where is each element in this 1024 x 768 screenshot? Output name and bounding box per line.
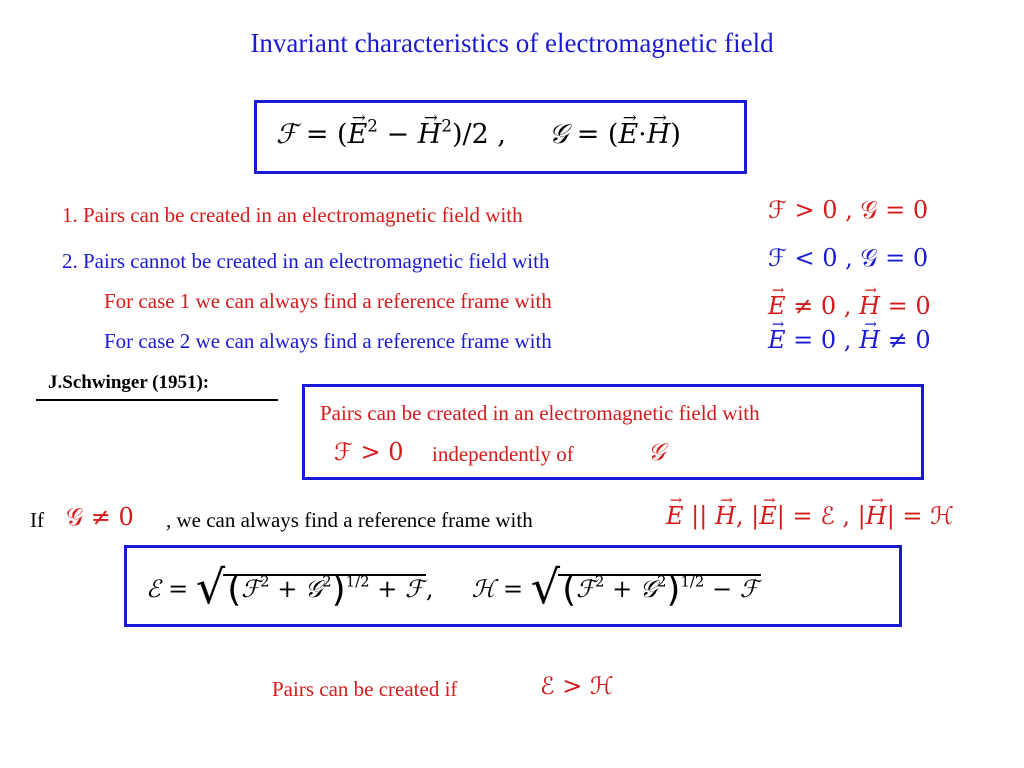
case-2-text: For case 2 we can always find a reference frame with [104, 329, 552, 353]
minus: − [712, 575, 733, 603]
rest2: | = ℰ , | [776, 502, 866, 530]
half-exp-2: 1/2 [680, 572, 705, 591]
eq-2: = [503, 575, 524, 603]
op2: = 0 [887, 292, 931, 320]
eq-open-2: = ( [576, 119, 619, 150]
schwinger-mid: independently of [432, 442, 574, 466]
item-1-text: 1. Pairs can be created in an electromagnetic field with [62, 203, 523, 227]
eq: = [168, 575, 189, 603]
radicand-1: (ℱ$^2$ + 𝒢$^2$)$^{1/2}$ + ℱ [223, 574, 426, 604]
case-1-cond [768, 292, 931, 320]
sq: 2 [260, 572, 270, 591]
F2: ℱ [404, 575, 424, 603]
vector-H: → H [715, 502, 736, 530]
schwinger-line1: Pairs can be created in an electromagnetic field with [320, 401, 760, 425]
minus: − [386, 119, 410, 150]
case-2-cond [768, 326, 931, 354]
if-cond: 𝒢 ≠ 0 [66, 503, 134, 531]
sep: , [425, 575, 434, 603]
page-title: Invariant characteristics of electromagnetic field [250, 28, 774, 58]
item-1-cond: ℱ > 0 , 𝒢 = 0 [768, 196, 929, 224]
if-word: If [30, 508, 44, 532]
G2: 𝒢 [639, 575, 657, 603]
op2: ≠ 0 [887, 326, 931, 354]
dot: · [638, 119, 647, 150]
op1: = 0 , [793, 326, 860, 354]
rest1: , | [735, 502, 760, 530]
G: 𝒢 [305, 575, 323, 603]
radical-sign: √ [195, 560, 226, 614]
if-text: , we can always find a reference frame with [166, 508, 533, 532]
schwinger-label: J.Schwinger (1951): [48, 372, 210, 393]
vector-E: → E [348, 119, 368, 150]
vector-E: → E [666, 502, 684, 530]
eq-open: = ( [305, 119, 348, 150]
F: ℱ [241, 575, 261, 603]
exp: 2 [367, 115, 378, 136]
plus3: + [612, 575, 633, 603]
vector-H: → H [859, 326, 880, 354]
radicand-2: (ℱ$^2$ + 𝒢$^2$)$^{1/2}$ − ℱ [558, 574, 761, 604]
plus2: + [377, 575, 398, 603]
F4: ℱ [739, 575, 759, 603]
case-1-text: For case 1 we can always find a reference frame with [104, 289, 552, 313]
sq4: 2 [656, 572, 667, 591]
exp: 2 [441, 115, 452, 136]
if-formula [666, 502, 954, 530]
plus: + [277, 575, 298, 603]
half: )/2 , [451, 119, 506, 150]
half-exp: 1/2 [345, 572, 370, 591]
sq2: 2 [322, 572, 332, 591]
symbol-calE: ℰ [146, 575, 161, 603]
vector-E: → E [768, 292, 786, 320]
F3: ℱ [576, 575, 595, 603]
sq3: 2 [594, 572, 605, 591]
item-2-cond: ℱ < 0 , 𝒢 = 0 [768, 244, 929, 272]
op1: ≠ 0 , [793, 292, 860, 320]
footer-text: Pairs can be created if [272, 677, 458, 701]
vector-E: → E [768, 326, 786, 354]
radical-sign-2: √ [530, 560, 561, 614]
top-formula [276, 115, 681, 151]
vector-H: → H [418, 119, 442, 150]
symbol-G: 𝒢 [548, 119, 569, 150]
parallel: || [691, 502, 708, 530]
schwinger-underline [36, 399, 278, 401]
close: ) [670, 119, 681, 150]
bottom-formula [146, 560, 761, 614]
symbol-F: ℱ [276, 119, 298, 150]
schwinger-G: 𝒢 [648, 438, 666, 466]
symbol-calH: ℋ [471, 575, 496, 603]
vector-E-2: → E [618, 119, 638, 150]
vector-H-2: → H [866, 502, 887, 530]
rest3: | = ℋ [886, 502, 954, 530]
footer-cond: ℰ > ℋ [540, 672, 614, 700]
schwinger-cond: ℱ > 0 [334, 438, 404, 466]
item-2-text: 2. Pairs cannot be created in an electromagnetic field with [62, 249, 550, 273]
vector-E-2: → E [759, 502, 777, 530]
vector-H: → H [859, 292, 880, 320]
vector-H-2: → H [647, 119, 671, 150]
